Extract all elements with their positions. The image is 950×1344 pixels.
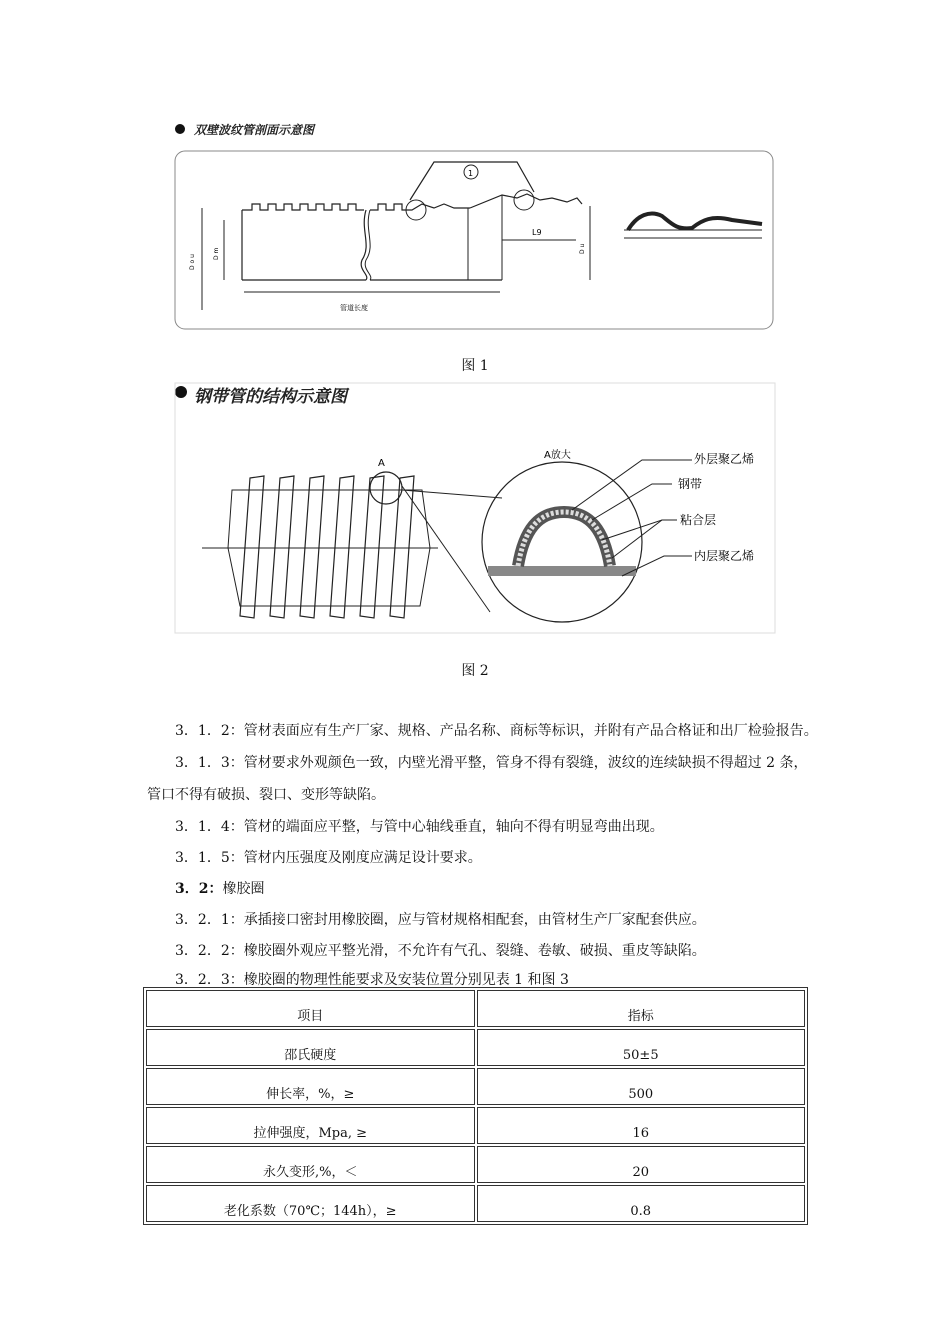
figure-1 bbox=[172, 120, 776, 332]
figure-2-drawing bbox=[172, 380, 776, 634]
figure-1-caption: 图 1 bbox=[461, 358, 489, 374]
figure-1-dou-label: D o u bbox=[189, 254, 196, 270]
table-cell-item: 永久变形,%，＜ bbox=[146, 1146, 475, 1183]
figure-1-title: 双壁波纹管剖面示意图 bbox=[194, 123, 315, 137]
paragraph-3-1-4: 3．1．4：管材的端面应平整，与管中心轴线垂直，轴向不得有明显弯曲出现。 bbox=[175, 819, 664, 835]
figure-2-inner-label: 内层聚乙烯 bbox=[694, 549, 755, 563]
paragraph-3-2-1: 3．2．1：承插接口密封用橡胶圈，应与管材规格相配套，由管材生产厂家配套供应。 bbox=[175, 912, 706, 928]
paragraph-3-2-2: 3．2．2：橡胶圈外观应平整光滑，不允许有气孔、裂缝、卷敏、破损、重皮等缺陷。 bbox=[175, 943, 706, 959]
figure-1-du-label: D u bbox=[579, 243, 586, 254]
table-header-row bbox=[146, 990, 805, 1027]
paragraph-3-2-3: 3．2．3：橡胶圈的物理性能要求及安装位置分别见表 1 和图 3 bbox=[175, 972, 569, 988]
table-cell-item: 拉伸强度，Mpa, ≥ bbox=[146, 1107, 475, 1144]
paragraph-3-1-5: 3．1．5：管材内压强度及刚度应满足设计要求。 bbox=[175, 850, 482, 866]
table-header-value: 指标 bbox=[477, 990, 806, 1027]
figure-2 bbox=[172, 380, 776, 634]
table-cell-value: 20 bbox=[477, 1146, 806, 1183]
table-cell-value: 50±5 bbox=[477, 1029, 806, 1066]
table-cell-item: 老化系数（70℃；144h），≥ bbox=[146, 1185, 475, 1222]
figure-2-title: 钢带管的结构示意图 bbox=[194, 387, 347, 407]
figure-2-enlarge-label: A放大 bbox=[544, 450, 571, 461]
table-row bbox=[146, 1068, 805, 1105]
section-3-2-heading bbox=[175, 879, 264, 899]
figure-1-marker: 1 bbox=[468, 169, 474, 178]
table-cell-value: 16 bbox=[477, 1107, 806, 1144]
figure-1-drawing bbox=[172, 120, 776, 332]
table-cell-item: 邵氏硬度 bbox=[146, 1029, 475, 1066]
figure-2-steel-label: 钢带 bbox=[678, 477, 703, 491]
figure-2-point-label: A bbox=[378, 458, 385, 469]
figure-1-length-label: 管道长度 bbox=[340, 304, 368, 312]
figure-1-dm-label: D m bbox=[213, 247, 220, 260]
figure-2-caption: 图 2 bbox=[461, 663, 489, 679]
table-cell-value: 0.8 bbox=[477, 1185, 806, 1222]
table-cell-item: 伸长率，%，≥ bbox=[146, 1068, 475, 1105]
figure-2-adhesive-label: 粘合层 bbox=[680, 513, 717, 527]
section-3-2-title: 橡胶圈 bbox=[222, 881, 265, 897]
rubber-ring-spec-table bbox=[143, 987, 808, 1225]
table-row bbox=[146, 1029, 805, 1066]
table-row bbox=[146, 1146, 805, 1183]
section-3-2-number: 3．2： bbox=[175, 881, 223, 897]
table-cell-value: 500 bbox=[477, 1068, 806, 1105]
figure-2-outer-label: 外层聚乙烯 bbox=[694, 452, 755, 466]
table-row bbox=[146, 1185, 805, 1222]
paragraph-3-1-3: 3．1．3：管材要求外观颜色一致，内壁光滑平整，管身不得有裂缝，波纹的连续缺损不得超过 2 条， bbox=[175, 755, 808, 771]
table-header-item: 项目 bbox=[146, 990, 475, 1027]
paragraph-3-1-3-continued: 管口不得有破损、裂口、变形等缺陷。 bbox=[147, 787, 385, 803]
table-row bbox=[146, 1107, 805, 1144]
paragraph-3-1-2: 3．1．2：管材表面应有生产厂家、规格、产品名称、商标等标识，并附有产品合格证和出厂检验报告。 bbox=[175, 723, 818, 739]
figure-1-lb-label: L9 bbox=[532, 228, 542, 237]
